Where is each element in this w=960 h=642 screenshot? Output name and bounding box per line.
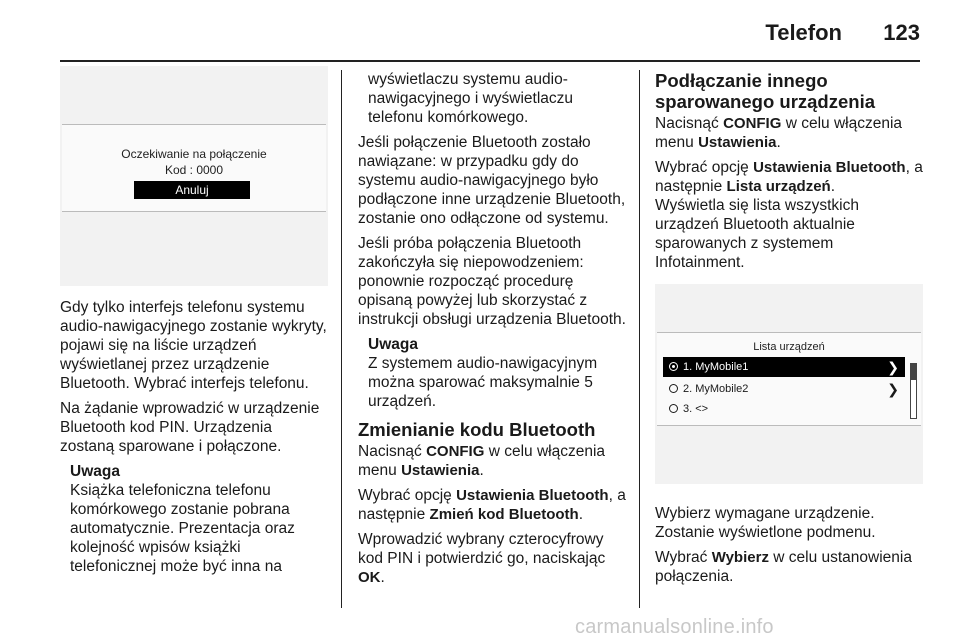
chevron-right-icon: ❯ [887,359,899,375]
paragraph: Wybierz wymagane urządzenie. Zostanie wyświetlone podmenu. [655,505,876,541]
scrollbar[interactable] [910,363,917,419]
section-heading: Zmienianie kodu Bluetooth [358,419,596,440]
column-2 [358,70,626,593]
paragraph: Jeśli połączenie Bluetooth zostało nawiązane: w przypadku gdy do systemu audio-nawigacyjnego było podłączone inne urządzenie Bluetooth, zostanie ono odłączone od systemu. [358,134,626,227]
column-divider-2 [639,70,640,608]
paragraph: Na żądanie wprowadzić w urządzenie Bluetooth kod PIN. Urządzenia zostaną sparowane i połączone. [60,400,320,455]
note [60,462,328,576]
cancel-button[interactable]: Anuluj [134,181,250,199]
note [358,335,626,411]
step: Wybrać opcję Ustawienia Bluetooth, a następnie Zmień kod Bluetooth. [358,487,626,523]
note-text: wyświetlaczu systemu audio-nawigacyjnego i wyświetlaczu telefonu komórkowego. [368,71,574,126]
column-1 [60,66,328,582]
note-title: Uwaga [368,336,418,353]
scrollbar-thumb[interactable] [911,364,916,380]
device-item-3[interactable]: 3. <> [663,399,905,419]
page-header [60,12,920,52]
radio-icon [669,384,678,393]
note-text: Z systemem audio-nawigacyjnym można sparować maksymalnie 5 urządzeń. [368,355,598,410]
paragraph: Jeśli próba połączenia Bluetooth zakończyła się niepowodzeniem: ponownie rozpocząć procedurę opisaną powyżej lub skorzystać z instrukcji obsługi urządzenia Bluetooth. [358,235,626,328]
column-3 [655,70,923,592]
dialog-code: Kod : 0000 [164,163,224,177]
radio-icon [669,404,678,413]
paragraph: Gdy tylko interfejs telefonu systemu audio-nawigacyjnego zostanie wykryty, pojawi się na liście urządzeń wyświetlanej przez urządzenie Bluetooth. Wybrać interfejs telefonu. [60,299,327,392]
page-number: 123 [883,20,920,45]
section-title: Telefon [765,20,842,45]
note-title: Uwaga [70,463,120,480]
device-item-1[interactable]: 1. MyMobile1 ❯ [663,357,905,377]
chevron-right-icon: ❯ [887,381,899,397]
step: Wybrać Wybierz w celu ustanowienia połączenia. [655,549,912,585]
device-list [657,332,921,426]
paragraph: Wyświetla się lista wszystkich urządzeń Bluetooth aktualnie sparowanych z systemem Infotainment. [655,197,859,271]
step: Wybrać opcję Ustawienia Bluetooth, a następnie Lista urządzeń. [655,159,923,195]
header-rule [60,60,920,62]
step: Nacisnąć CONFIG w celu włączenia menu Ustawienia. [358,443,606,479]
watermark: carmanualsonline.info [575,616,774,638]
list-title: Lista urządzeń [753,341,825,353]
note-text: Książka telefoniczna telefonu komórkowego zostanie pobrana automatycznie. Prezentacja oraz kolejność wpisów książki telefonicznej może być inna na [70,482,295,575]
dialog-title: Oczekiwanie na połączenie [121,147,267,161]
screen-pairing-wait [60,66,328,286]
pairing-dialog [62,124,326,212]
section-heading: Podłączanie innego sparowanego urządzenia [655,70,875,112]
note-continuation [358,70,626,127]
column-divider-1 [341,70,342,608]
step: Nacisnąć CONFIG w celu włączenia menu Ustawienia. [655,115,903,151]
device-item-2[interactable]: 2. MyMobile2 ❯ [663,379,905,399]
screen-device-list [655,284,923,484]
radio-selected-icon [669,362,678,371]
step: Wprowadzić wybrany czterocyfrowy kod PIN i potwierdzić go, naciskając OK. [358,531,606,586]
